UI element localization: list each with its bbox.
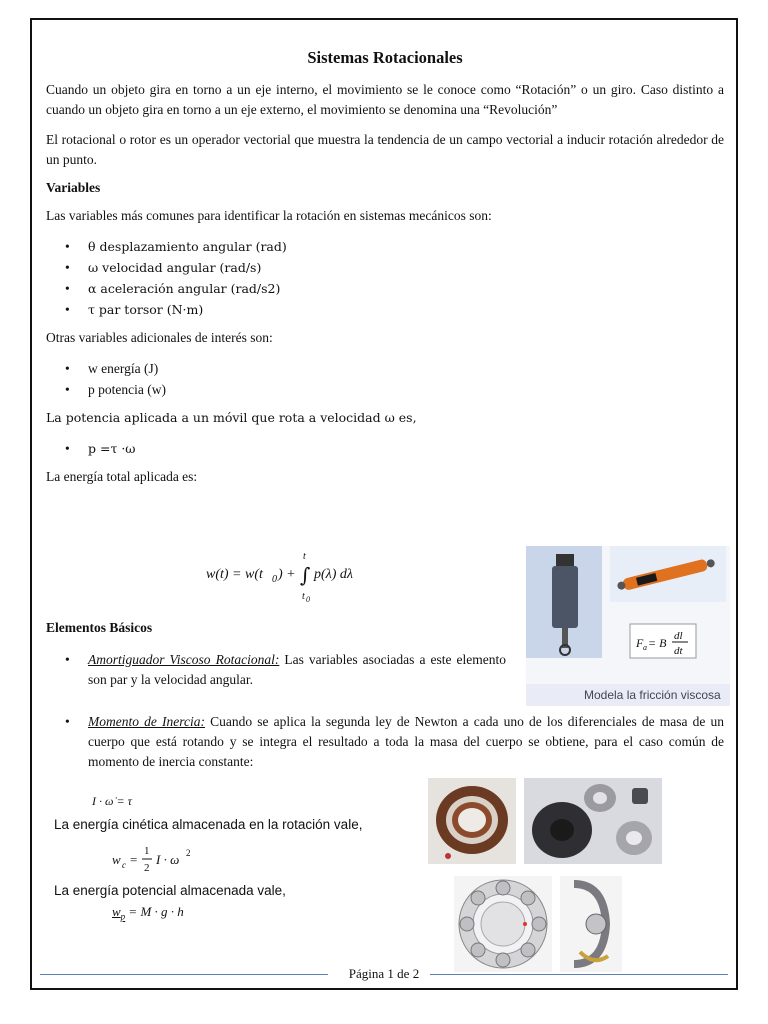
page-number: Página 1 de 2 [348,966,420,981]
bearing-photo-1 [428,778,516,864]
list-item: • p =τ ·ω [46,438,724,459]
kinetic-text: La energía cinética almacenada en la rotación vale, [54,817,363,832]
damper-eq-sub: a [643,643,647,652]
list-item: • p potencia (w) [46,379,724,400]
inertia-formula: I · ω̇ = τ [92,794,132,808]
bullet-icon: • [65,239,70,254]
list-item: • α aceleración angular (rad/s2) [46,278,724,299]
svg-text:w: w [112,852,121,867]
bullet-icon: • [65,714,70,729]
intro-paragraph-1: Cuando un objeto gira en torno a un eje interno, el movimiento se le conoce como “Rotación” o un giro. Caso distinto a cuando un objeto gira en torno a un eje externo, el movimiento se denomina una “Revolución” [46,82,724,117]
bullet-icon: • [65,302,70,317]
potential-text: La energía potencial almacenada vale, [54,883,286,898]
document-content [46,20,724,495]
svg-text:p(λ) dλ: p(λ) dλ [314,567,353,582]
variables-heading: Variables [46,180,101,195]
svg-text:∫: ∫ [300,563,311,587]
list-item: • τ par torsor (N·m) [46,299,724,320]
svg-text:) +: ) + [278,567,296,582]
damper-item [46,650,506,690]
damper-figure [526,546,730,706]
bearings-icon [524,778,662,864]
intro-paragraph-2: El rotacional o rotor es un operador vectorial que muestra la tendencia de un campo vectorial a inducir rotación alrededor de un punto. [46,132,724,167]
damper-text: Las variables asociadas a este elemento son par y la velocidad angular. [88,652,506,687]
bullet-icon: • [65,260,70,275]
svg-text:1: 1 [144,845,150,857]
bullet-icon: • [65,361,70,376]
svg-text:2: 2 [144,862,150,874]
document-page [30,18,738,990]
bullet-icon: • [65,652,70,667]
bullet-icon: • [65,382,70,397]
damper-title: Amortiguador Viscoso Rotacional: [88,652,280,667]
elements-heading: Elementos Básicos [46,620,153,635]
bearing-photo-2 [524,778,662,864]
svg-text:0: 0 [272,574,277,585]
svg-text:=: = [130,852,138,867]
energy-text: La energía total aplicada es: [46,469,198,484]
list-item: • ω velocidad angular (rad/s) [46,257,724,278]
damper-eq-den: dt [674,645,683,657]
svg-text:0: 0 [306,595,310,604]
svg-text:c: c [122,860,126,870]
svg-text:t: t [302,591,305,602]
inertia-text: Cuando se aplica la segunda ley de Newton a cada uno de los diferenciales de masa de un cuerpo que está rotando y se integra el resultado a toda la masa del cuerpo se obtiene, para el caso común de momento de inercia constante: [88,714,724,769]
bullet-icon: • [65,281,70,296]
damper-illustration [526,546,730,706]
svg-text:w(t) = w(t: w(t) = w(t [206,567,263,582]
page-title: Sistemas Rotacionales [307,48,463,67]
kinetic-formula-graphic [112,838,232,882]
energy-formula-graphic [206,544,406,604]
power-text: La potencia aplicada a un móvil que rota a velocidad ω es, [46,410,417,425]
damper-eq-mid: = B [648,636,667,650]
damper-eq-num: dl [674,630,683,642]
inertia-item [46,712,724,772]
power-formula-list [46,438,724,459]
list-item: • w energía (J) [46,358,724,379]
ball-bearing-icon [454,876,552,972]
bearing-icon [428,778,516,864]
damper-caption: Modela la fricción viscosa [584,688,721,702]
footer-line-right [430,974,728,975]
damper-eq-lhs: F [636,636,644,650]
list-item: • θ desplazamiento angular (rad) [46,236,724,257]
potential-formula: $w_p = M \cdot g \cdot h$ [112,904,184,922]
bearing-diagram-1 [454,876,552,972]
extra-variables-intro: Otras variables adicionales de interés son: [46,330,273,345]
variables-list [46,236,724,320]
svg-text:I · ω: I · ω [156,852,180,867]
bearing-diagram-2 [560,876,622,972]
energy-formula [206,544,406,604]
kinetic-formula [112,838,232,882]
bearing-section-icon [560,876,622,972]
extra-variables-list [46,358,724,400]
variables-intro: Las variables más comunes para identificar la rotación en sistemas mecánicos son: [46,208,492,223]
bullet-icon: • [65,441,70,456]
inertia-title: Momento de Inercia: [88,714,205,729]
svg-text:2: 2 [186,848,191,858]
page-footer [40,966,728,982]
svg-text:t: t [303,551,306,562]
